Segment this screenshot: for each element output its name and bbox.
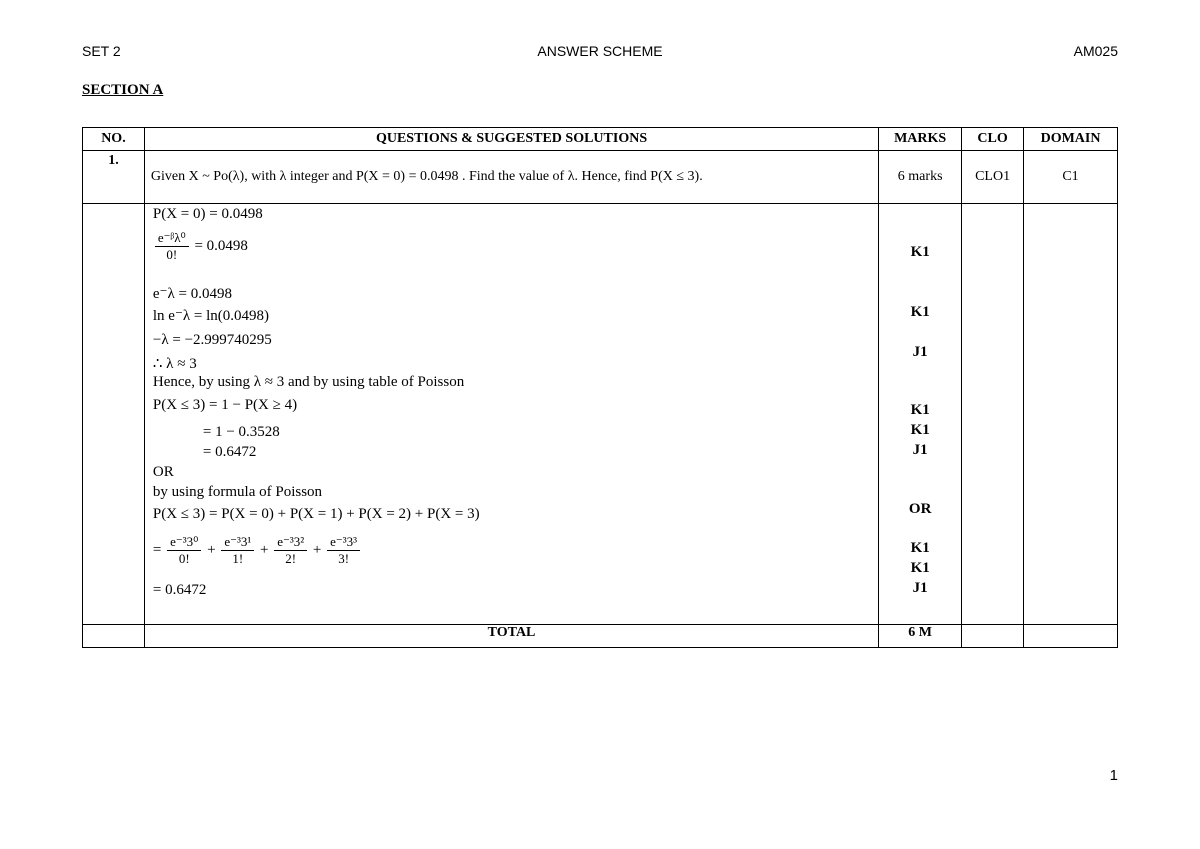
total-domain-cell — [1024, 625, 1118, 648]
question-text: Given X ~ Po(λ), with λ integer and P(X = 0) = 0.0498 . Find the value of λ. Hence, find P(X ≤ 3). — [144, 151, 878, 204]
total-no-cell — [83, 625, 145, 648]
sol-line-3: e⁻λ = 0.0498 — [152, 286, 232, 302]
sol-line-8: P(X ≤ 3) = 1 − P(X ≥ 4) — [152, 397, 298, 413]
table-header-row — [83, 128, 1118, 151]
header-title: ANSWER SCHEME — [537, 43, 663, 59]
question-domain: C1 — [1024, 151, 1118, 204]
frac-4-den: 3! — [338, 551, 350, 566]
question-marks: 6 marks — [879, 151, 962, 204]
mark-4: K1 — [910, 402, 930, 418]
total-row — [83, 625, 1118, 648]
col-domain: DOMAIN — [1024, 128, 1118, 151]
sol-line-7: Hence, by using λ ≈ 3 and by using table of Poisson — [152, 374, 465, 390]
sol-line-13: P(X ≤ 3) = P(X = 0) + P(X = 1) + P(X = 2) + P(X = 3) — [152, 506, 480, 522]
col-marks: MARKS — [879, 128, 962, 151]
sol-line-15: = 0.6472 — [152, 582, 207, 598]
frac-4-num: e⁻³3³ — [327, 534, 360, 551]
mark-5: K1 — [910, 422, 930, 438]
header-set: SET 2 — [82, 43, 121, 59]
solution-clo-cell — [962, 204, 1024, 625]
frac-3-den: 2! — [285, 551, 297, 566]
sol-line-2 — [153, 230, 248, 263]
plus-1: + — [207, 541, 216, 558]
sol-line-14-prefix: = — [152, 541, 162, 558]
total-clo-cell — [962, 625, 1024, 648]
frac-1-den: 0! — [178, 551, 190, 566]
frac-2-den: 1! — [232, 551, 244, 566]
question-clo: CLO1 — [962, 151, 1024, 204]
question-number: 1. — [83, 151, 145, 204]
total-marks: 6 M — [879, 625, 962, 648]
mark-2: K1 — [910, 304, 930, 320]
solution-row — [83, 204, 1118, 625]
sol-line-5: −λ = −2.999740295 — [152, 332, 272, 348]
section-title: SECTION A — [82, 82, 164, 98]
sol-line-4: ln e⁻λ = ln(0.0498) — [152, 308, 270, 324]
col-no: NO. — [83, 128, 145, 151]
sol-line-14 — [153, 534, 362, 567]
mark-3: J1 — [912, 344, 928, 360]
mark-10: J1 — [912, 580, 928, 596]
mark-6: J1 — [912, 442, 928, 458]
frac-1-num: e⁻³3⁰ — [167, 534, 201, 551]
frac-3-num: e⁻³3² — [274, 534, 307, 551]
sol-line-1: P(X = 0) = 0.0498 — [152, 206, 263, 222]
frac-2-num: e⁻³3¹ — [221, 534, 254, 551]
sol-frac-den: 0! — [166, 247, 178, 262]
sol-line-2-rest: = 0.0498 — [194, 237, 248, 254]
sol-line-6: ∴ λ ≈ 3 — [152, 356, 197, 372]
page-number: 1 — [1109, 767, 1118, 784]
mark-8: K1 — [910, 540, 930, 556]
sol-line-10: = 0.6472 — [202, 444, 257, 460]
sol-line-11: OR — [152, 464, 174, 480]
col-questions: QUESTIONS & SUGGESTED SOLUTIONS — [144, 128, 878, 151]
question-row — [83, 151, 1118, 204]
solution-cell — [144, 204, 878, 625]
sol-line-12: by using formula of Poisson — [152, 484, 323, 500]
mark-1: K1 — [910, 244, 930, 260]
total-label: TOTAL — [144, 625, 878, 648]
answer-scheme-table — [82, 127, 1118, 648]
plus-2: + — [260, 541, 269, 558]
solution-no-cell — [83, 204, 145, 625]
sol-frac-num: e⁻ᵝλ⁰ — [155, 230, 189, 247]
solution-marks-cell — [879, 204, 962, 625]
header-code: AM025 — [1073, 43, 1118, 59]
solution-domain-cell — [1024, 204, 1118, 625]
plus-3: + — [312, 541, 322, 558]
col-clo: CLO — [962, 128, 1024, 151]
mark-9: K1 — [910, 560, 930, 576]
sol-line-9: = 1 − 0.3528 — [202, 424, 280, 440]
mark-7: OR — [908, 501, 932, 517]
